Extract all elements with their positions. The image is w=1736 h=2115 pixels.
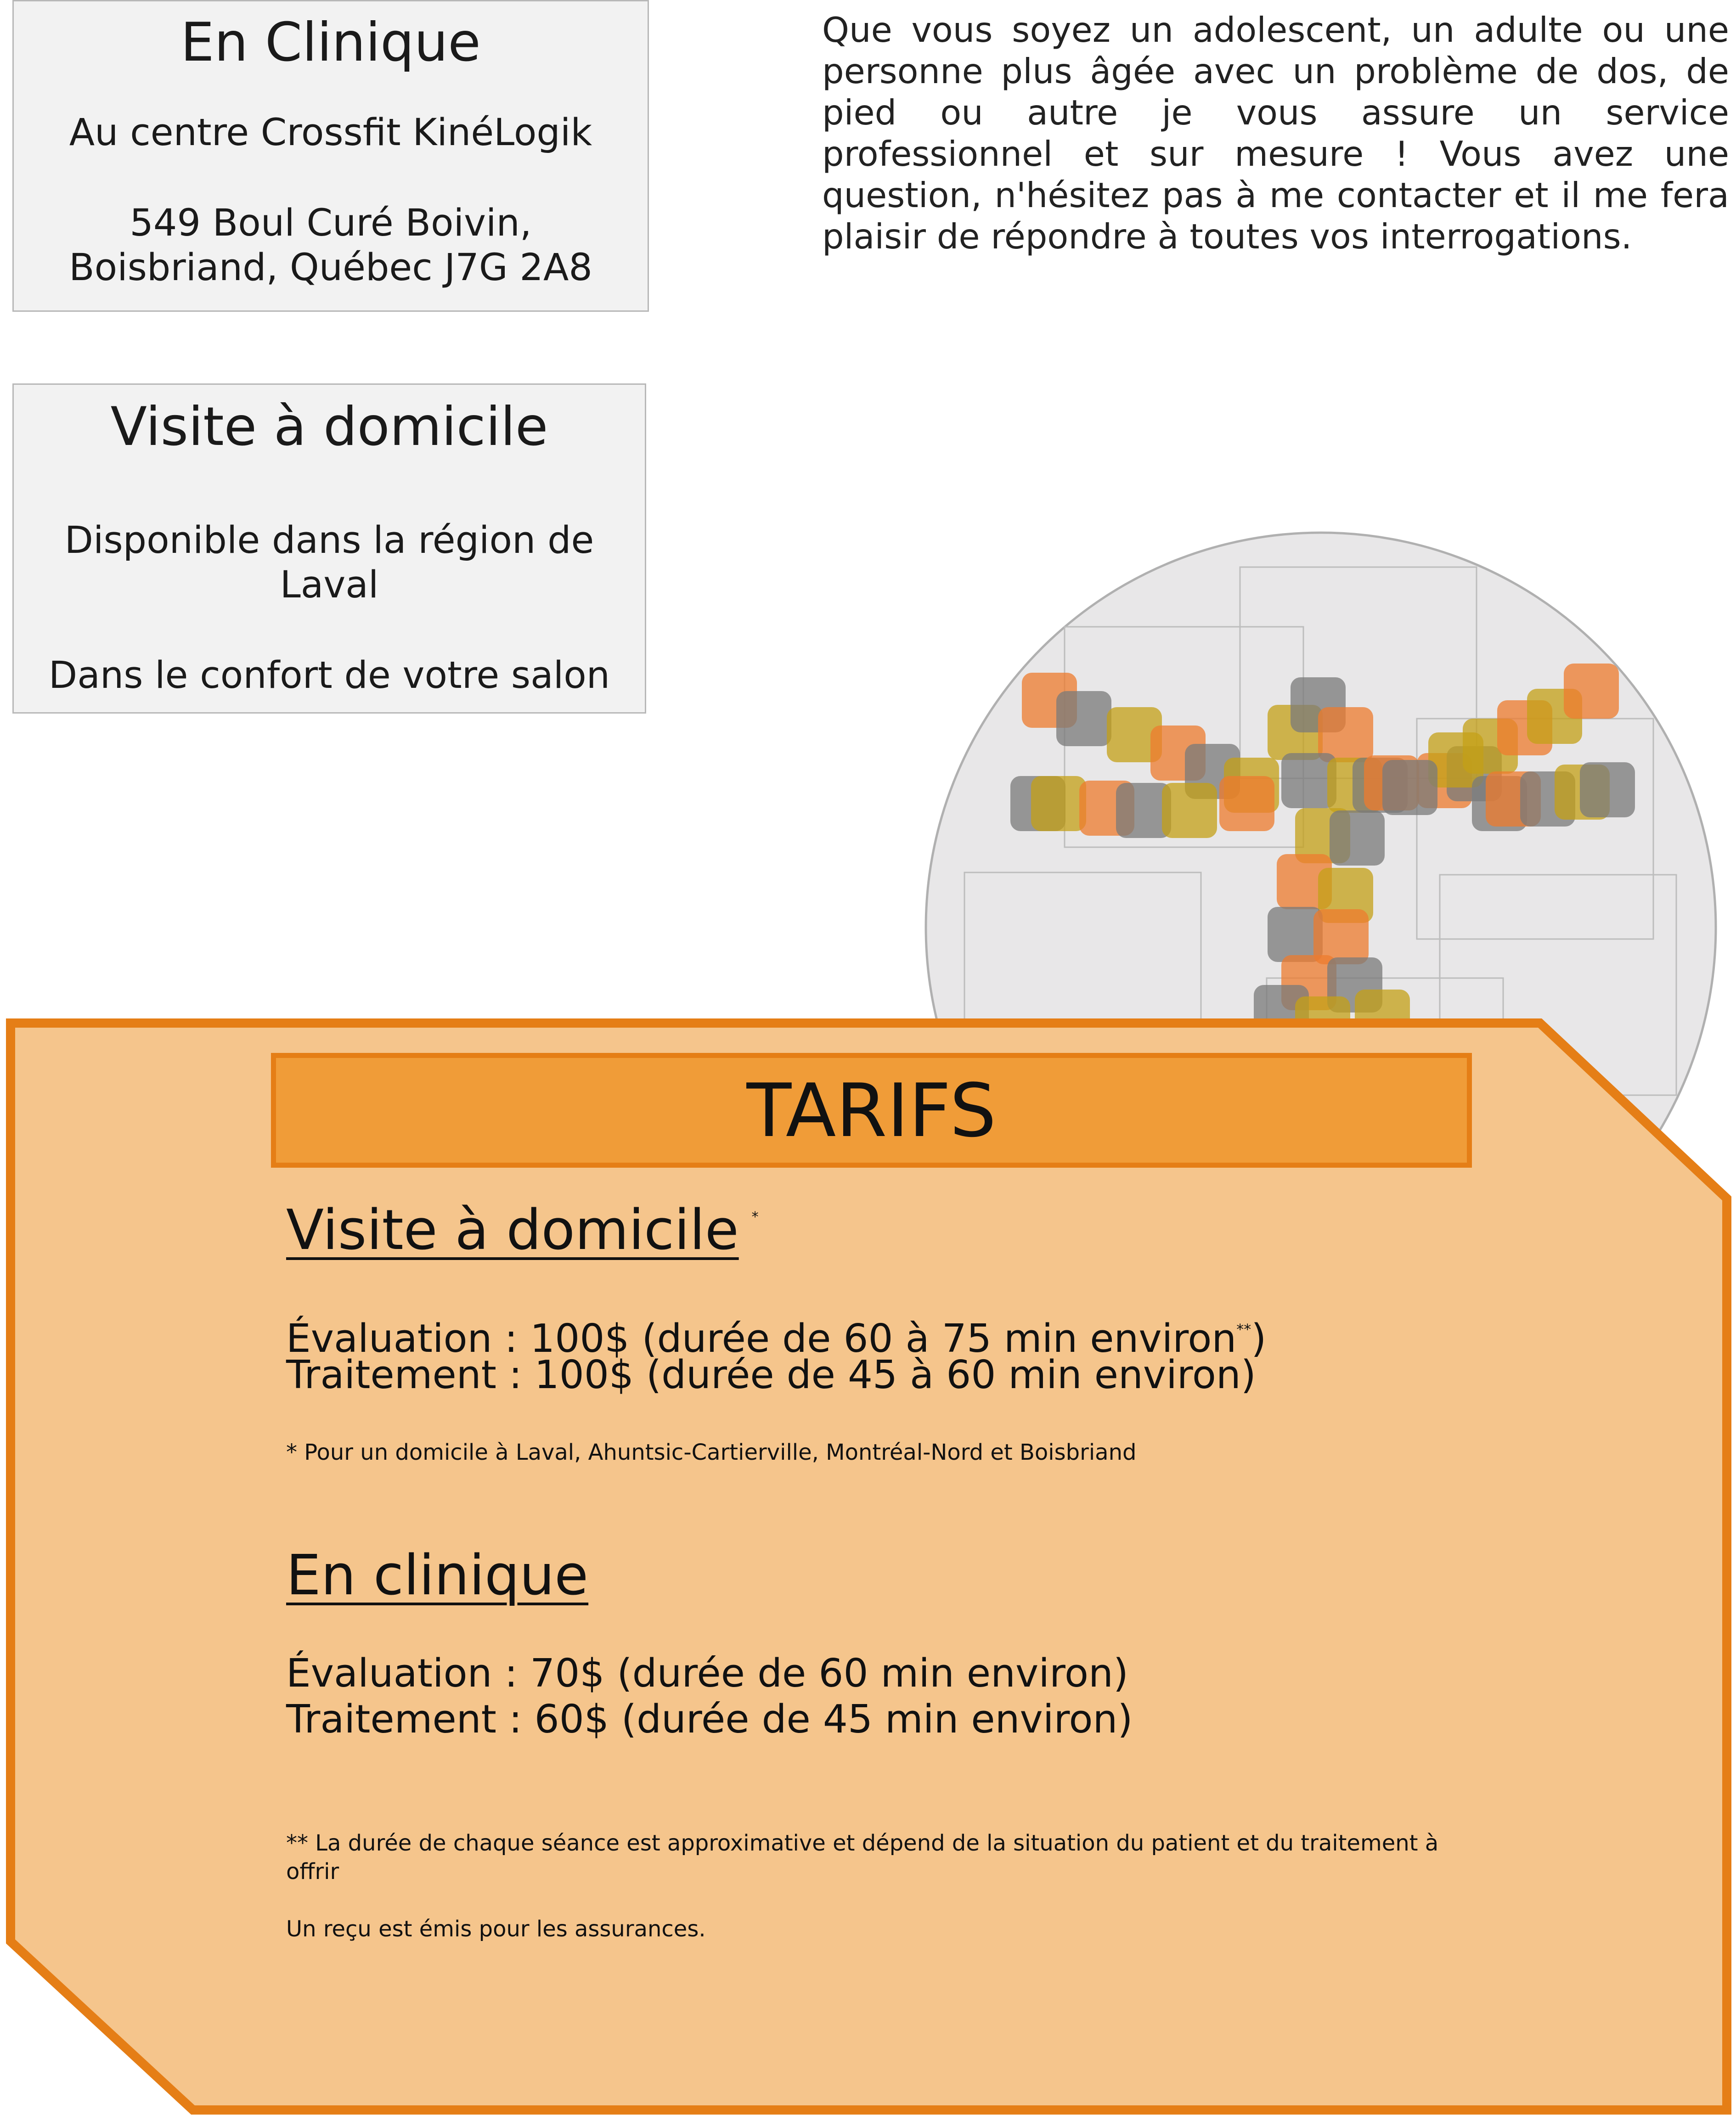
footnote-star-mark: * bbox=[751, 1209, 759, 1225]
receipt-note: Un reçu est émis pour les assurances. bbox=[286, 1916, 706, 1942]
clinic-address: 549 Boul Curé Boivin, Boisbriand, Québec J7G 2A8 bbox=[69, 201, 592, 289]
home-comfort: Dans le confort de votre salon bbox=[48, 653, 610, 697]
intro-paragraph: Que vous soyez un adolescent, un adulte ou une personne plus âgée avec un problème de dos, de pied ou autre je vous assure un service professionnel et sur mesure ! Vous avez une question, n'hésitez pas à me contacter et il me fera plaisir de répondre à toutes vos interrogations. bbox=[822, 10, 1729, 257]
tarif-home-heading-text: Visite à domicile bbox=[286, 1198, 739, 1262]
tarif-home-heading bbox=[286, 1198, 759, 1262]
footnote-double-star-mark: ** bbox=[1236, 1321, 1251, 1338]
home-area-note: * Pour un domicile à Laval, Ahuntsic-Cartierville, Montréal-Nord et Boisbriand bbox=[286, 1440, 1137, 1465]
clinic-box-title: En Clinique bbox=[180, 11, 481, 73]
home-evaluation-close: ) bbox=[1251, 1316, 1267, 1361]
duration-note: ** La durée de chaque séance est approximative et dépend de la situation du patient et du traitement à offrir bbox=[286, 1830, 1439, 1884]
home-region: Disponible dans la région de Laval bbox=[64, 518, 594, 607]
clinic-treatment-price: Traitement : 60$ (durée de 45 min environ) bbox=[286, 1697, 1133, 1742]
home-box-title: Visite à domicile bbox=[110, 396, 548, 458]
home-treatment-price: Traitement : 100$ (durée de 45 à 60 min environ) bbox=[286, 1352, 1256, 1398]
tarif-clinic-heading: En clinique bbox=[286, 1544, 589, 1608]
home-evaluation-text: Évaluation : 100$ (durée de 60 à 75 min environ bbox=[286, 1316, 1237, 1361]
tarifs-title: TARIFS bbox=[271, 1053, 1472, 1168]
clinic-name: Au centre Crossfit KinéLogik bbox=[69, 111, 592, 154]
clinic-evaluation-price: Évaluation : 70$ (durée de 60 min environ) bbox=[286, 1651, 1129, 1696]
